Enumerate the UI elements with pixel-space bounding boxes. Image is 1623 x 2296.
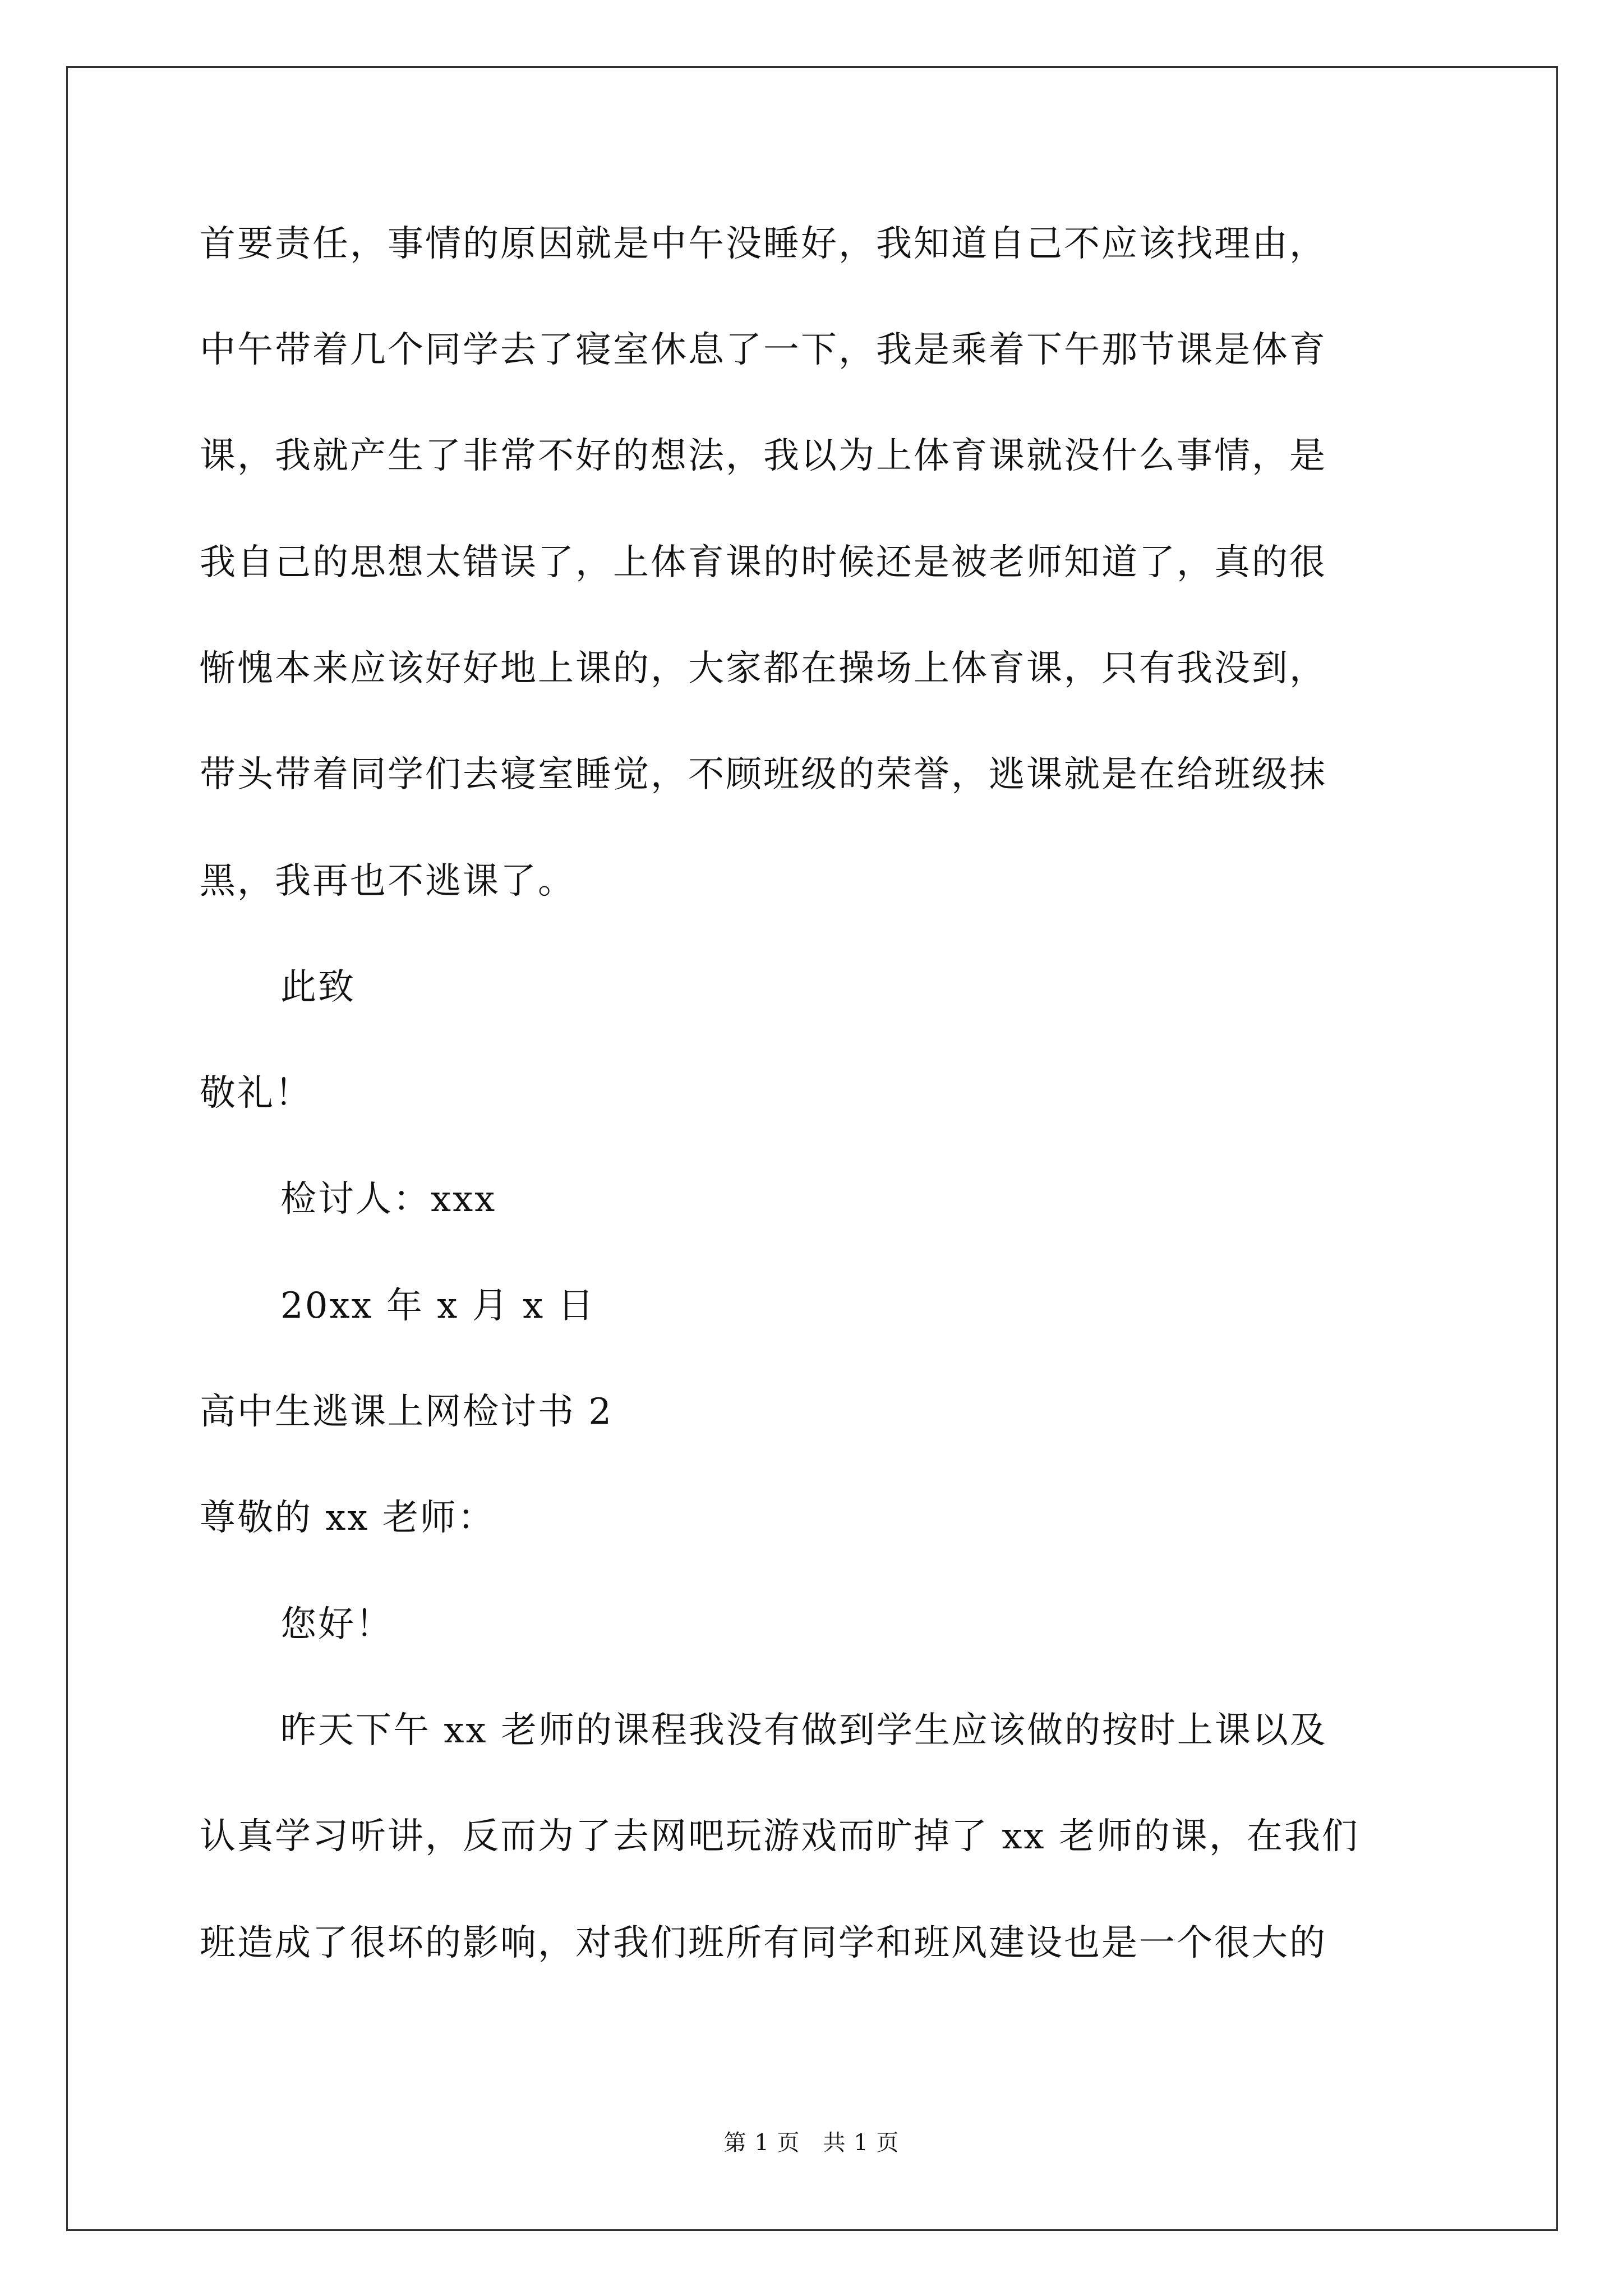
signature-line: 检讨人：xxx: [280, 1179, 497, 1220]
body-text-line: 惭愧本来应该好好地上课的，大家都在操场上体育课，只有我没到，: [200, 648, 1327, 689]
page-number-footer: 第 1 页 共 1 页: [723, 2130, 900, 2156]
body-text-line: 我自己的思想太错误了，上体育课的时候还是被老师知道了，真的很: [200, 542, 1327, 583]
date-line: 20xx 年 x 月 x 日: [280, 1285, 596, 1327]
closing-salutation: 此致: [280, 967, 356, 1008]
page-border: [66, 66, 1558, 2231]
greeting-hello: 您好！: [280, 1604, 393, 1645]
body-text-line: 认真学习听讲，反而为了去网吧玩游戏而旷掉了 xx 老师的课，在我们: [200, 1816, 1359, 1857]
section-title: 高中生逃课上网检讨书 2: [200, 1391, 614, 1433]
body-text-line: 昨天下午 xx 老师的课程我没有做到学生应该做的按时上课以及: [280, 1710, 1327, 1751]
closing-regards: 敬礼！: [200, 1073, 312, 1114]
body-text-line: 带头带着同学们去寝室睡觉，不顾班级的荣誉，逃课就是在给班级抹: [200, 754, 1327, 795]
body-text-line: 黑，我再也不逃课了。: [200, 861, 575, 902]
body-text-line: 中午带着几个同学去了寝室休息了一下，我是乘着下午那节课是体育: [200, 329, 1327, 371]
body-text-line: 首要责任，事情的原因就是中午没睡好，我知道自己不应该找理由，: [200, 223, 1327, 265]
body-text-line: 班造成了很坏的影响，对我们班所有同学和班风建设也是一个很大的: [200, 1922, 1327, 1964]
body-text-line: 课，我就产生了非常不好的想法，我以为上体育课就没什么事情，是: [200, 435, 1327, 477]
greeting-recipient: 尊敬的 xx 老师：: [200, 1497, 495, 1539]
